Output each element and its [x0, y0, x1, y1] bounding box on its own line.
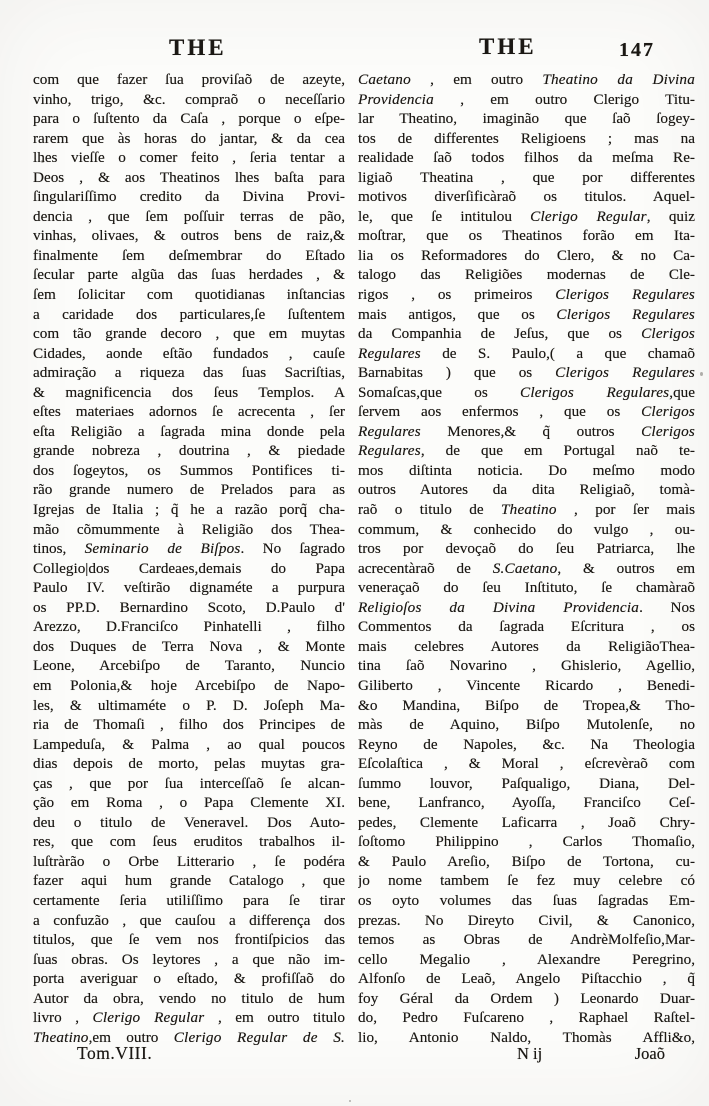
text-line: porta averiguar o eſtado, & profiſſaõ do — [33, 970, 345, 988]
text-line: ſem ſolicitar com quotidianas inſtancias — [33, 286, 345, 304]
text-line: Reyno de Napoles, &c. Na Theologia — [358, 735, 695, 753]
text-line: les, & ultimaméte o P. D. Joſeph Ma- — [33, 696, 345, 714]
text-line: Alfonſo de Leaõ, Angelo Piſtacchio , q̃ — [358, 970, 695, 988]
text-line: Regulares, de que em Portugal naõ te- — [358, 442, 695, 460]
text-column-left — [33, 70, 345, 1047]
text-line: a caridade dos particulares,ſe ſuſtentem — [33, 305, 345, 323]
text-line: mão cõmummente à Religião dos Thea- — [33, 520, 345, 538]
text-line: vinho, trigo, &c. compraõ o neceſſario — [33, 90, 345, 108]
text-line: grande nobreza , doutrina , & piedade — [33, 442, 345, 460]
text-line: finalmente ſem deſmembrar do Eſtado — [33, 246, 345, 264]
text-line: talogo das Religiões modernas de Cle- — [358, 266, 695, 284]
text-line: vinhas, olivaes, & outros bens de raiz,& — [33, 227, 345, 245]
text-line: em Polonia,& hoje Arcebiſpo de Napo- — [33, 676, 345, 694]
scan-speck — [349, 1100, 351, 1102]
text-line: & Paulo Areſio, Biſpo de Tortona, cu- — [358, 852, 695, 870]
running-title-right: THE — [479, 34, 537, 59]
text-line: admiração a riqueza das ſuas Sacriſtias, — [33, 364, 345, 382]
text-line: os oyto volumes das ſuas ſagradas Em- — [358, 891, 695, 909]
text-line: ria de Thomaſi , filho dos Principes de — [33, 716, 345, 734]
text-line: ſingulariſſimo credito da Divina Provi- — [33, 188, 345, 206]
text-line: ſummo louvor, Paſqualigo, Diana, Del- — [358, 774, 695, 792]
catchword: Joaõ — [634, 1044, 665, 1063]
text-line: Giliberto , Vincente Ricardo , Benedi- — [358, 676, 695, 694]
text-line: os PP.D. Bernardino Scoto, D.Paulo d' — [33, 598, 345, 616]
text-line: Religioſos da Divina Providencia. Nos — [358, 598, 695, 616]
text-line: certamente ſeria utiliſſimo para ſe tirar — [33, 891, 345, 909]
volume-signature: Tom.VIII. — [77, 1043, 153, 1063]
text-line: dias depois de morto, pelas muytas gra- — [33, 755, 345, 773]
text-line: Igrejas de Italia ; q̃ he a razão porq̃ cha- — [33, 501, 345, 519]
text-line: Barnabitas ) que os Clerigos Regulares — [358, 364, 695, 382]
text-line: da Companhia de Jeſus, que os Clerigos — [358, 325, 695, 343]
text-line: Lampeduſa, & Palma , ao qual poucos — [33, 735, 345, 753]
text-line: tros por devoçaõ do ſeu Patriarca, lhe — [358, 540, 695, 558]
text-column-right — [358, 70, 695, 1047]
text-line: dos ſogeytos, os Summos Pontifices ti- — [33, 461, 345, 479]
text-line: outros Autores da dita Religiaõ, tomà- — [358, 481, 695, 499]
text-line: titulos, que ſe vem nos frontiſpicios das — [33, 931, 345, 949]
text-line: &o Mandina, Biſpo de Tropea,& Tho- — [358, 696, 695, 714]
text-line: tinos, Seminario de Biſpos. No ſagrado — [33, 540, 345, 558]
text-line: res, que com ſeus eruditos trabalhos il- — [33, 833, 345, 851]
text-line: temos as Obras de AndrèMolfeſio,Mar- — [358, 931, 695, 949]
text-line: Leone, Arcebiſpo de Taranto, Nuncio — [33, 657, 345, 675]
text-line: lia os Reformadores do Clero, & no Ca- — [358, 246, 695, 264]
scan-speck — [700, 372, 703, 376]
text-line: bene, Lanfranco, Ayoſſa, Franciſco Ceſ- — [358, 794, 695, 812]
text-line: Autor da obra, vendo no titulo de hum — [33, 989, 345, 1007]
text-line: ças , que por ſua interceſſaõ ſe alcan- — [33, 774, 345, 792]
text-line: com que fazer ſua proviſaõ de azeyte, — [33, 71, 345, 88]
text-line: para o ſuſtento da Caſa , porque o eſpe- — [33, 110, 345, 128]
text-line: Eſcolaſtica , & Moral , eſcrevèraõ com — [358, 755, 695, 773]
text-line: Collegio|dos Cardeaes,demais do Papa — [33, 559, 345, 577]
text-line: pedes, Clemente Laficarra , Joaõ Chry- — [358, 813, 695, 831]
text-line: tos de differentes Religioens ; mas na — [358, 129, 695, 147]
text-line: mais celebres Autores da ReligiãoThea- — [358, 637, 695, 655]
text-line: deu o titulo de Veneravel. Dos Auto- — [33, 813, 345, 831]
scan-speck — [41, 160, 44, 163]
text-line: ſecular parte algũa das ſuas herdades , & — [33, 266, 345, 284]
text-line: lio, Antonio Naldo, Thomàs Affli&o, — [358, 1028, 695, 1046]
text-line: do, Pedro Fuſcareno , Raphael Raſtel- — [358, 1009, 695, 1027]
text-line: Theatino,em outro Clerigo Regular de S. — [33, 1028, 345, 1046]
text-line: màs de Aquino, Biſpo Mutolenſe, no — [358, 716, 695, 734]
text-line: rão grande numero de Prelados para as — [33, 481, 345, 499]
text-line: Cidades, aonde eſtão fundados , cauſe — [33, 344, 345, 362]
gathering-signature: N ij — [517, 1044, 543, 1063]
text-line: mais antigos, que os Clerigos Regulares — [358, 305, 695, 323]
text-columns — [33, 70, 695, 1047]
text-line: Commentos da ſagrada Eſcritura , os — [358, 618, 695, 636]
text-line: eſta Religião a ſagrada mina donde pela — [33, 422, 345, 440]
text-line: realidade ſaõ todos filhos da meſma Re- — [358, 149, 695, 167]
text-line: ſuas obras. Os leytores , a que não im- — [33, 950, 345, 968]
text-line: Regulares Menores,& q̃ outros Clerigos — [358, 422, 695, 440]
running-title-left: THE — [169, 35, 227, 60]
text-line: rigos , os primeiros Clerigos Regulares — [358, 286, 695, 304]
text-line: le, que ſe intitulou Clerigo Regular, quiz — [358, 207, 695, 225]
text-line: ligiaõ Theatina , que por differentes — [358, 168, 695, 186]
text-line: Providencia , em outro Clerigo Titu- — [358, 90, 695, 108]
text-line: Regulares de S. Paulo,( a que chamaõ — [358, 344, 695, 362]
text-line: veneraçaõ do ſeu Inſtituto, ſe chamàraõ — [358, 579, 695, 597]
text-line: livro , Clerigo Regular , em outro titulo — [33, 1009, 345, 1027]
text-line: raõ o titulo de Theatino , por ſer mais — [358, 501, 695, 519]
text-line: Caetano , em outro Theatino da Divina — [358, 71, 695, 88]
text-line: Paulo IV. veſtirão dignaméte a purpura — [33, 579, 345, 597]
text-line: prezas. No Direyto Civil, & Canonico, — [358, 911, 695, 929]
text-line: lar Theatino, imaginão que ſaõ ſogey- — [358, 110, 695, 128]
text-line: lhes vieſſe o comer feito , ſeria tentar a — [33, 149, 345, 167]
text-line: dos Duques de Terra Nova , & Monte — [33, 637, 345, 655]
text-line: Arezzo, D.Franciſco Pinhatelli , filho — [33, 618, 345, 636]
text-line: dencia , que ſem poſſuir terras de pão, — [33, 207, 345, 225]
text-line: ſoſtomo Philippino , Carlos Thomaſio, — [358, 833, 695, 851]
text-line: luſtràrão o Orbe Litterario , ſe podéra — [33, 852, 345, 870]
text-line: com tão grande decoro , que em muytas — [33, 325, 345, 343]
text-line: moſtrar, que os Theatinos forão em Ita- — [358, 227, 695, 245]
text-line: a confuzão , que cauſou a differença dos — [33, 911, 345, 929]
text-line: rarem que às horas do jantar, & da cea — [33, 129, 345, 147]
text-line: commum, & conhecido do vulgo , ou- — [358, 520, 695, 538]
text-line: Deos , & aos Theatinos lhes baſta para — [33, 168, 345, 186]
text-line: jo nome tambem ſe fez muy celebre có — [358, 872, 695, 890]
text-line: foy Géral da Ordem ) Leonardo Duar- — [358, 989, 695, 1007]
text-line: acrecentàraõ de S.Caetano, & outros em — [358, 559, 695, 577]
text-line: motivos diverſificàraõ os titulos. Aquel- — [358, 188, 695, 206]
text-line: tina ſaõ Novarino , Ghislerio, Agellio, — [358, 657, 695, 675]
text-line: mos diſtinta noticia. Do meſmo modo — [358, 461, 695, 479]
page-number: 147 — [619, 39, 655, 61]
text-line: ſervem aos enfermos , que os Clerigos — [358, 403, 695, 421]
text-line: cello Megalio , Alexandre Peregrino, — [358, 950, 695, 968]
text-line: ção em Roma , o Papa Clemente XI. — [33, 794, 345, 812]
text-line: Somaſcas,que os Clerigos Regulares,que — [358, 383, 695, 401]
text-line: fazer aqui hum grande Catalogo , que — [33, 872, 345, 890]
signature-row — [517, 1044, 665, 1064]
text-line: & magnificencia dos ſeus Templos. A — [33, 383, 345, 401]
text-line: eſtes materiaes adornos ſe acrecenta , ſer — [33, 403, 345, 421]
